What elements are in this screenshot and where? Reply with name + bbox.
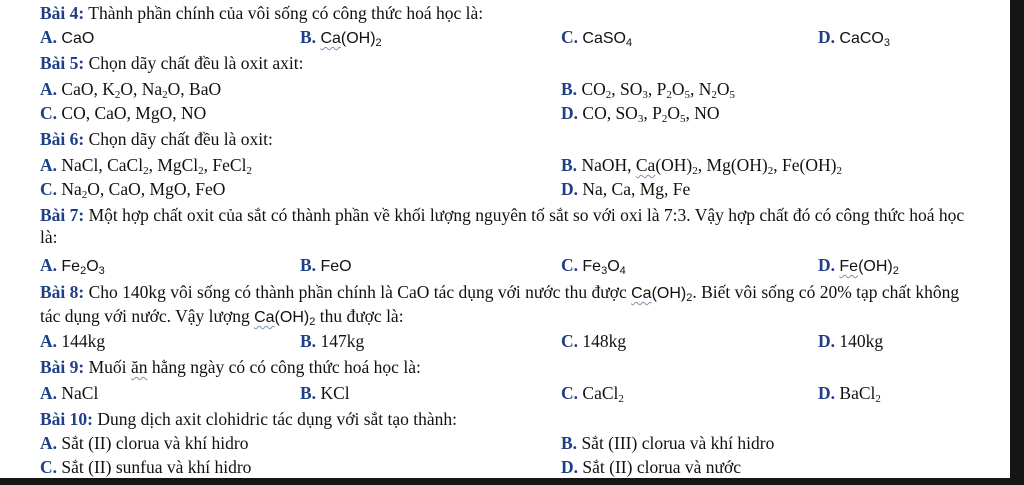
option-b[interactable]: B. NaOH, $Ca(OH)_2$, $Mg(OH)_2$, $Fe(OH)_2$ [561, 155, 842, 177]
question-number: Bài 7: [40, 205, 85, 225]
question-4-options [0, 26, 1010, 48]
option-c[interactable]: C. CaCl$_2$ [561, 383, 624, 405]
option-a[interactable]: A. CaO [40, 27, 95, 47]
option-a[interactable]: A. NaCl, CaCl$_2$, MgCl$_2$, FeCl$_2$ [40, 155, 252, 177]
question-number: Bài 10: [40, 409, 93, 429]
question-6-options-ab [0, 154, 1010, 176]
question-10-options-ab [0, 432, 1010, 454]
question-5 [0, 52, 1010, 74]
question-9-options [0, 382, 1010, 404]
screen-edge-bottom [0, 478, 1024, 485]
option-b[interactable]: B. FeO [300, 255, 352, 275]
question-number: Bài 8: [40, 282, 85, 302]
option-c[interactable]: C. $Na_2O$, CaO, MgO, FeO [40, 179, 226, 201]
option-a[interactable]: A. $Fe_2O_3$ [40, 255, 105, 277]
question-5-options-cd [0, 102, 1010, 124]
question-10-options-cd [0, 456, 1010, 478]
screen-edge-right [1010, 0, 1024, 485]
question-10 [0, 408, 1010, 430]
question-4 [0, 2, 1010, 24]
option-c[interactable]: C. CaSO$_4$ [561, 27, 633, 49]
question-8-options [0, 330, 1010, 352]
option-d[interactable]: D. Na, Ca, Mg, Fe [561, 179, 691, 199]
question-7 [0, 204, 1010, 248]
option-b[interactable]: B. KCl [300, 383, 350, 403]
option-d[interactable]: D. BaCl$_2$ [818, 383, 881, 405]
question-5-options-ab [0, 78, 1010, 100]
question-text: Chọn dãy chất đều là oxit axit: [84, 53, 304, 73]
option-b[interactable]: B. 147kg [300, 331, 365, 351]
option-b[interactable]: B. Sắt (III) clorua và khí hidro [561, 433, 775, 453]
question-text: Thành phần chính của vôi sống có công thức hoá học là: [84, 3, 484, 23]
option-c[interactable]: C. Sắt (II) sunfua và khí hidro [40, 457, 252, 477]
option-b[interactable]: B. $Ca(OH)_2$ [300, 27, 382, 49]
option-c[interactable]: C. $Fe_3O_4$ [561, 255, 626, 277]
question-7-options [0, 254, 1010, 276]
question-6 [0, 128, 1010, 150]
question-text: Một hợp chất oxit của sắt có thành phần về khối lượng nguyên tố sắt so với oxi là 7:3. Vậy hợp chất đó có công thức hoá học là: [40, 205, 965, 247]
question-6-options-cd [0, 178, 1010, 200]
option-a[interactable]: A. CaO, $K_2O$, $Na_2O$, BaO [40, 79, 222, 101]
question-9: Bài 9: Muối ăn hằng ngày có có công thức hoá học là: [40, 357, 421, 377]
question-8: Bài 8: Cho 140kg vôi sống có thành phần chính là CaO tác dụng với nước thu được $Ca(OH)_2$. Biết vôi sống có 20% tạp chất không tác dụng với nước. Vậy lượng $Ca(OH)_2$ thu được là: [40, 282, 960, 328]
option-a[interactable]: A. 144kg [40, 331, 106, 351]
question-text: Chọn dãy chất đều là oxit: [84, 129, 273, 149]
option-d[interactable]: D. Sắt (II) clorua và nước [561, 457, 742, 477]
option-a[interactable]: A. Sắt (II) clorua và khí hidro [40, 433, 249, 453]
question-number: Bài 5: [40, 53, 85, 73]
question-number: Bài 6: [40, 129, 85, 149]
option-d[interactable]: D. CO, $SO_3$, $P_2O_5$, NO [561, 103, 720, 125]
question-number: Bài 4: [40, 3, 85, 23]
option-d[interactable]: D. $Fe(OH)_2$ [818, 255, 899, 277]
option-a[interactable]: A. NaCl [40, 383, 99, 403]
option-b[interactable]: B. $CO_2$, $SO_3$, $P_2O_5$, $N_2O_5$ [561, 79, 736, 101]
option-d[interactable]: D. 140kg [818, 331, 884, 351]
option-c[interactable]: C. 148kg [561, 331, 627, 351]
option-c[interactable]: C. CO, CaO, MgO, NO [40, 103, 207, 123]
question-text: Dung dịch axit clohidric tác dụng với sắt tạo thành: [93, 409, 458, 429]
option-d[interactable]: D. CaCO$_3$ [818, 27, 890, 49]
question-number: Bài 9: [40, 357, 85, 377]
